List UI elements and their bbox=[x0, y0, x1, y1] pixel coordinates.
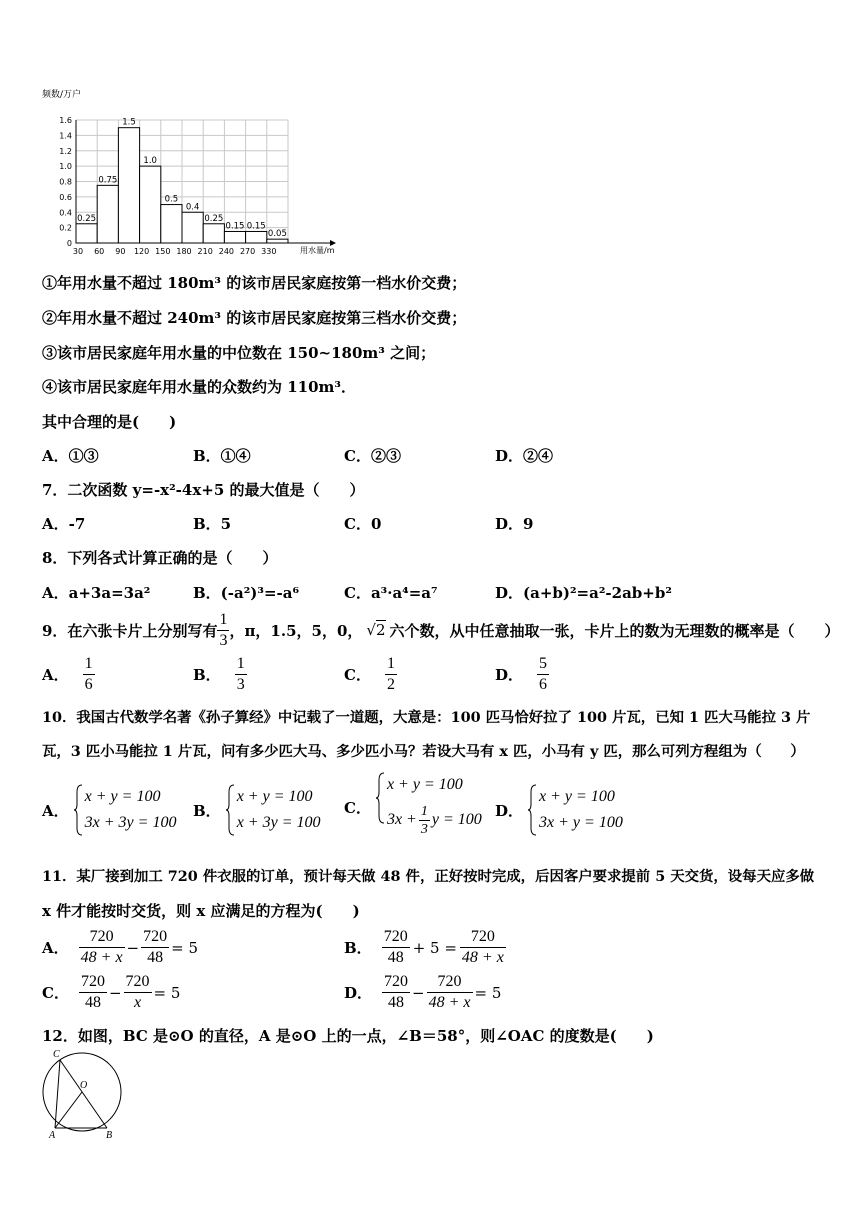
segment-ao bbox=[55, 1092, 82, 1128]
y-tick-label: 0 bbox=[66, 239, 72, 248]
q9-a-label: A． bbox=[42, 666, 69, 684]
q11-a-frac1 bbox=[79, 927, 125, 968]
q11-b-frac2 bbox=[460, 927, 506, 968]
q11-option-c[interactable] bbox=[42, 972, 180, 1013]
q9-option-c[interactable] bbox=[344, 654, 397, 695]
brace-icon bbox=[527, 784, 537, 836]
q9-sqrt-arg: 2 bbox=[375, 621, 386, 639]
q10-c-system bbox=[375, 772, 482, 842]
q10-a-eq2: 3x + 3y = 100 bbox=[84, 814, 177, 831]
histogram-bar bbox=[246, 231, 267, 243]
histogram-bar bbox=[267, 239, 288, 243]
segment-ca bbox=[55, 1060, 60, 1128]
x-tick-label: 270 bbox=[239, 247, 256, 256]
q9-suffix: 六个数，从中任意抽取一张，卡片上的数为无理数的概率是（ ） bbox=[389, 621, 840, 640]
q10-a-eq1: x + y = 100 bbox=[84, 788, 161, 805]
brace-icon bbox=[225, 784, 235, 836]
point-a-label: A bbox=[49, 1130, 56, 1141]
y-tick-label: 1.4 bbox=[59, 131, 72, 141]
histogram-chart bbox=[38, 86, 338, 266]
question-11-line-1: 11．某厂接到加工 720 件衣服的订单，预计每天做 48 件，正好按时完成，后因客户要求提前 5 天交货，设每天应多做 bbox=[42, 868, 815, 885]
statement-2: ②年用水量不超过 240m³ 的该市居民家庭按第三档水价交费； bbox=[42, 309, 467, 327]
bar-value-label: 0.15 bbox=[246, 221, 266, 232]
q11-option-b[interactable] bbox=[344, 927, 506, 968]
q10-d-system bbox=[527, 784, 623, 836]
histogram-bar bbox=[161, 205, 182, 243]
q10-c-eq1: x + y = 100 bbox=[386, 776, 463, 793]
q11-d-op: − bbox=[412, 983, 425, 1002]
q6-option-c[interactable]: C．②③ bbox=[344, 447, 401, 465]
q11-b-f1-den: 48 bbox=[387, 949, 404, 966]
x-tick-label: 120 bbox=[133, 247, 150, 256]
question-7-prompt: 7．二次函数 y=-x²-4x+5 的最大值是（ ） bbox=[42, 481, 365, 499]
question-8-prompt: 8．下列各式计算正确的是（ ） bbox=[42, 549, 278, 567]
q11-c-rhs: = 5 bbox=[153, 983, 181, 1002]
x-axis-label: 用水量/m bbox=[300, 246, 335, 255]
q8-option-a[interactable]: A．a+3a=3a² bbox=[42, 584, 151, 602]
histogram-bar bbox=[203, 224, 224, 243]
q11-c-op: − bbox=[108, 983, 122, 1002]
q11-d-f1-num: 720 bbox=[382, 972, 410, 993]
q10-b-system bbox=[225, 784, 321, 836]
q9-c-fraction bbox=[385, 654, 397, 695]
question-11-line-2: x 件才能按时交货，则 x 应满足的方程为( ) bbox=[42, 902, 360, 920]
q9-b-num: 1 bbox=[235, 654, 247, 675]
statement-4: ④该市居民家庭年用水量的众数约为 110m³． bbox=[42, 378, 356, 396]
x-tick-label: 240 bbox=[218, 247, 235, 256]
point-c-label: C bbox=[53, 1049, 60, 1060]
q11-c-f1-num: 720 bbox=[79, 972, 107, 993]
bar-value-label: 1.5 bbox=[122, 117, 136, 128]
q11-a-f1-num: 720 bbox=[79, 927, 125, 948]
q11-a-f1-den: 48 + x bbox=[80, 949, 123, 966]
x-tick-label: 330 bbox=[261, 247, 277, 256]
question-10-line-1: 10．我国古代数学名著《孙子算经》中记载了一道题，大意是：100 匹马恰好拉了 100 片瓦，已知 1 匹大马能拉 3 片 bbox=[42, 709, 811, 726]
q9-c-den: 2 bbox=[386, 676, 395, 693]
q11-option-a[interactable] bbox=[42, 927, 198, 968]
q10-option-d[interactable] bbox=[495, 784, 623, 836]
q11-c-f1-den: 48 bbox=[84, 994, 101, 1011]
q10-b-eq1: x + y = 100 bbox=[236, 788, 313, 805]
q11-d-f2-den: 48 + x bbox=[428, 994, 471, 1011]
q11-a-rhs: = 5 bbox=[171, 938, 199, 957]
q8-option-d[interactable]: D．(a+b)²=a²-2ab+b² bbox=[495, 584, 672, 602]
statement-1: ①年用水量不超过 180m³ 的该市居民家庭按第一档水价交费； bbox=[42, 274, 467, 292]
bar-value-label: 0.5 bbox=[164, 194, 179, 205]
q11-a-op: − bbox=[126, 938, 140, 957]
bar-value-label: 0.15 bbox=[225, 221, 245, 232]
q6-option-b[interactable]: B．①④ bbox=[193, 447, 251, 465]
q9-c-num: 1 bbox=[385, 654, 397, 675]
q10-b-eq2: x + 3y = 100 bbox=[236, 814, 321, 831]
brace-icon bbox=[375, 772, 385, 824]
statement-3: ③该市居民家庭年用水量的中位数在 150~180m³ 之间； bbox=[42, 344, 436, 362]
q11-a-frac2 bbox=[141, 927, 169, 968]
bar-value-label: 0.05 bbox=[267, 229, 287, 240]
q10-d-eq2: 3x + y = 100 bbox=[539, 814, 623, 831]
q11-c-f2-den: x bbox=[133, 994, 142, 1011]
q10-option-b[interactable] bbox=[193, 784, 320, 836]
q10-option-c[interactable] bbox=[344, 772, 482, 842]
q9-frac-num: 1 bbox=[217, 610, 229, 631]
x-tick-label: 150 bbox=[155, 247, 171, 256]
q10-c-eq2 bbox=[387, 798, 482, 842]
q9-option-a[interactable] bbox=[42, 654, 95, 695]
q8-option-b[interactable]: B．(-a²)³=-a⁶ bbox=[193, 584, 300, 602]
q7-option-c[interactable]: C．0 bbox=[344, 515, 382, 533]
q10-option-a[interactable] bbox=[42, 784, 176, 836]
histogram-bar bbox=[182, 212, 203, 243]
q9-a-den: 6 bbox=[84, 676, 93, 693]
q9-b-den: 3 bbox=[236, 676, 245, 693]
q7-option-d[interactable]: D．9 bbox=[495, 515, 534, 533]
q11-d-rhs: = 5 bbox=[474, 983, 502, 1002]
q11-d-label: D． bbox=[344, 984, 373, 1002]
x-tick-label: 60 bbox=[94, 247, 105, 256]
circle-diagram bbox=[36, 1046, 132, 1142]
q10-a-label: A． bbox=[42, 801, 69, 820]
q10-c-num: 1 bbox=[420, 803, 428, 819]
x-tick-label: 90 bbox=[115, 247, 126, 256]
q9-d-label: D． bbox=[495, 666, 524, 684]
q11-option-d[interactable] bbox=[344, 972, 501, 1013]
q9-d-fraction bbox=[537, 654, 549, 695]
q10-b-label: B． bbox=[193, 801, 221, 820]
q9-option-b[interactable] bbox=[193, 654, 247, 695]
q10-a-system bbox=[73, 784, 177, 836]
bar-value-label: 0.25 bbox=[204, 213, 224, 224]
q7-option-a[interactable]: A．-7 bbox=[42, 515, 86, 533]
histogram-bar bbox=[76, 224, 97, 243]
q11-b-f2-den: 48 + x bbox=[461, 949, 504, 966]
brace-icon bbox=[73, 784, 83, 836]
q11-c-frac2 bbox=[124, 972, 152, 1013]
q9-a-fraction bbox=[83, 654, 95, 695]
question-6-prompt: 其中合理的是( ) bbox=[42, 413, 177, 431]
q11-d-f2-num: 720 bbox=[427, 972, 473, 993]
q9-d-num: 5 bbox=[537, 654, 549, 675]
q10-c-fraction bbox=[419, 803, 430, 838]
question-10-line-2: 瓦，3 匹小马能拉 1 片瓦，问有多少匹大马、多少匹小马？若设大马有 x 匹，小马有 y 匹，那么可列方程组为（ ） bbox=[42, 743, 805, 760]
q11-c-label: C． bbox=[42, 984, 69, 1002]
q8-option-c[interactable]: C．a³·a⁴=a⁷ bbox=[344, 584, 438, 602]
q11-a-f2-num: 720 bbox=[141, 927, 169, 948]
q11-d-frac1 bbox=[382, 972, 410, 1013]
y-tick-label: 1.2 bbox=[59, 146, 72, 156]
q11-c-f2-num: 720 bbox=[124, 972, 152, 993]
q10-c-eq2-left: 3x + bbox=[386, 811, 417, 828]
histogram-bar bbox=[97, 185, 118, 243]
x-tick-label: 210 bbox=[197, 247, 213, 256]
y-tick-label: 0.8 bbox=[59, 177, 72, 187]
question-9-prompt bbox=[42, 608, 840, 652]
y-tick-label: 0.2 bbox=[59, 223, 72, 233]
bar-value-label: 0.75 bbox=[98, 175, 118, 186]
question-12-prompt: 12．如图，BC 是⊙O 的直径，A 是⊙O 上的一点，∠B＝58°，则∠OAC 的度数是( ) bbox=[42, 1027, 654, 1045]
q11-d-frac2 bbox=[427, 972, 473, 1013]
histogram-bar bbox=[140, 166, 161, 243]
bar-value-label: 0.4 bbox=[185, 202, 200, 213]
q7-option-b[interactable]: B．5 bbox=[193, 515, 232, 533]
q9-mid: ，π，1.5，5，0， bbox=[229, 621, 363, 640]
q9-prefix: 9．在六张卡片上分别写有 bbox=[42, 621, 218, 640]
q9-fraction bbox=[217, 610, 229, 651]
q11-c-frac1 bbox=[79, 972, 107, 1013]
bar-value-label: 1.0 bbox=[143, 156, 157, 167]
y-tick-label: 1.6 bbox=[59, 116, 72, 125]
point-b-label: B bbox=[106, 1130, 113, 1141]
q10-c-eq2-right: y = 100 bbox=[431, 811, 482, 828]
q9-option-d[interactable] bbox=[495, 654, 549, 695]
q11-a-f2-den: 48 bbox=[147, 949, 164, 966]
q6-option-a[interactable]: A．①③ bbox=[42, 447, 99, 465]
q11-b-f2-num: 720 bbox=[460, 927, 506, 948]
q6-option-d[interactable]: D．②④ bbox=[495, 447, 554, 465]
q10-c-label: C． bbox=[344, 798, 371, 817]
point-o-label: O bbox=[80, 1080, 88, 1091]
q11-d-f1-den: 48 bbox=[388, 994, 405, 1011]
y-tick-label: 0.6 bbox=[59, 192, 72, 202]
q9-a-num: 1 bbox=[83, 654, 95, 675]
histogram-bar bbox=[118, 128, 139, 243]
histogram-bar bbox=[224, 231, 245, 243]
y-axis-label: 频数/万户 bbox=[42, 90, 82, 100]
q11-b-label: B． bbox=[344, 939, 372, 957]
x-tick-label: 180 bbox=[176, 247, 192, 256]
q11-b-f1-num: 720 bbox=[382, 927, 410, 948]
q9-d-den: 6 bbox=[539, 676, 548, 693]
q9-b-fraction bbox=[235, 654, 247, 695]
q9-b-label: B． bbox=[193, 666, 221, 684]
bar-value-label: 0.25 bbox=[77, 213, 97, 224]
q11-a-label: A． bbox=[42, 939, 69, 957]
q10-d-label: D． bbox=[495, 801, 524, 820]
q11-b-frac1 bbox=[382, 927, 410, 968]
q11-b-op: + 5 = bbox=[412, 938, 457, 957]
x-tick-label: 30 bbox=[72, 247, 84, 256]
q9-sqrt: √2 bbox=[366, 621, 386, 639]
y-tick-label: 0.4 bbox=[59, 208, 72, 218]
y-tick-label: 1.0 bbox=[59, 162, 72, 172]
q10-d-eq1: x + y = 100 bbox=[539, 788, 615, 805]
q10-c-den: 3 bbox=[420, 821, 428, 837]
segment-cb bbox=[60, 1060, 107, 1128]
q9-frac-den: 3 bbox=[219, 631, 228, 649]
q9-c-label: C． bbox=[344, 666, 371, 684]
